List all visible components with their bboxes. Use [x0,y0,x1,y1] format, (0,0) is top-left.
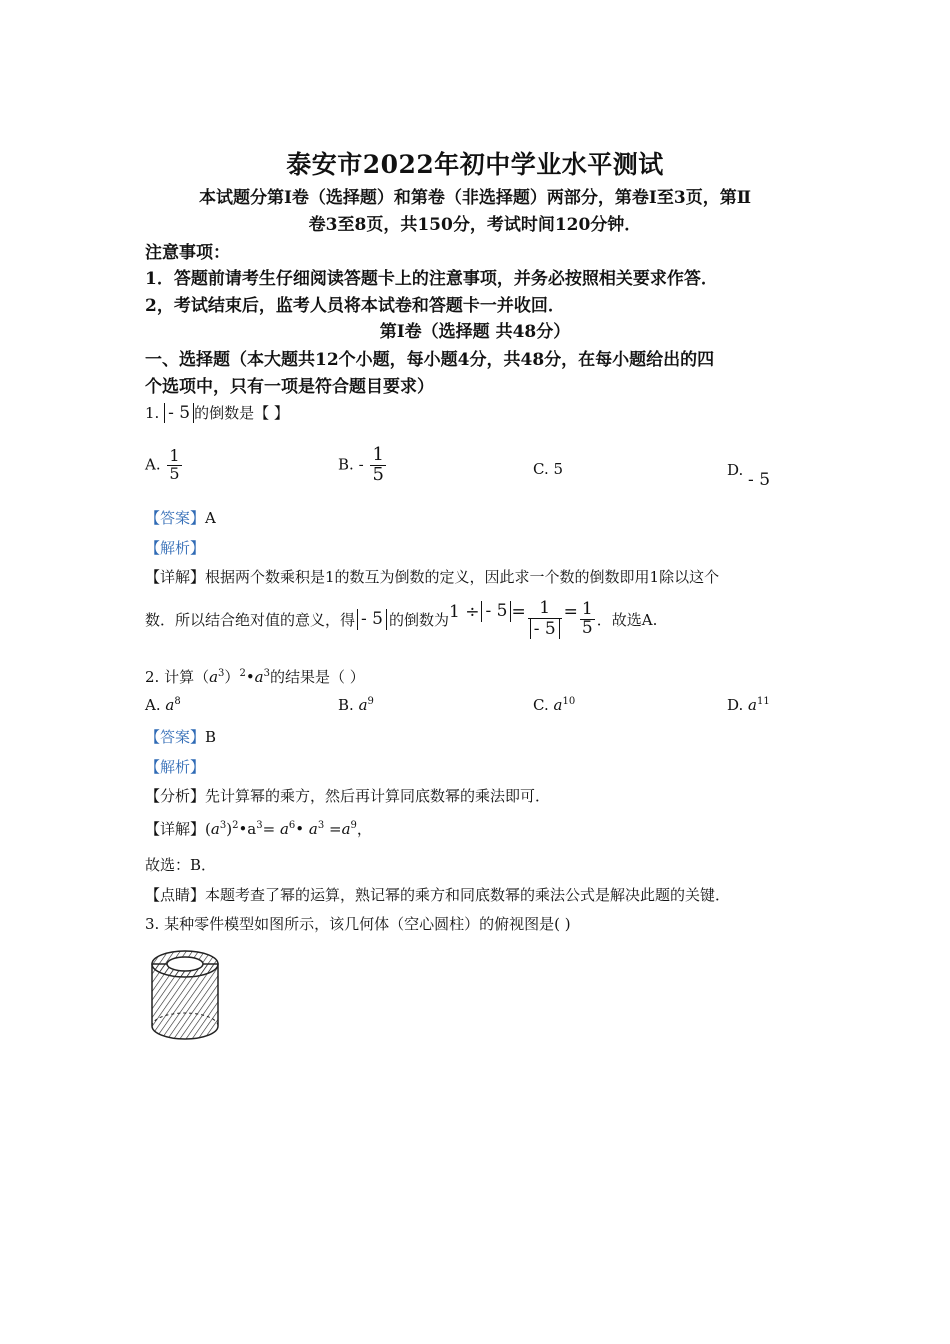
q1-analysis-tag: 【解析】 [145,539,206,557]
fraction-numerator: 1 [528,600,562,619]
q1-option-a-fraction [167,448,181,483]
fraction-numerator: 1 [581,599,593,620]
q2-detail-tag: 【详解】 [145,820,206,838]
q2-detail-eq: = [262,820,280,838]
q2-option-exp: 10 [562,696,576,707]
q2-option-label: B. [338,696,354,714]
q2-detail-comma: ， [356,820,372,838]
q2-detail-paren: ( [205,820,211,838]
q2-conclusion: 故选：B． [145,856,217,874]
q1-option-b-sign: - [358,455,364,474]
q2-exp: 9 [350,820,357,831]
answer-value: B [205,728,217,746]
fraction-denominator: 5 [581,618,593,639]
q2-dot: • [245,668,255,686]
fraction-denominator: 5 [372,463,384,485]
q2-stem-paren: ） [224,668,240,686]
q2-stem-suffix: 的结果是（ ） [270,668,365,686]
q2-exp: 3 [256,820,263,831]
q2-exp: 3 [219,820,227,831]
q2-option-exp: 11 [757,696,770,707]
q2-detail-dot: • [295,820,305,838]
q2-var: a [553,696,563,714]
intro-line-2: 卷3至8页，共150分，考试时间120分钟． [308,215,642,235]
q1-option-d-value: - 5 [748,470,771,490]
answer-tag: 【答案】 [145,509,206,527]
q1-number: 1. [145,404,160,422]
notice-item-1: 1．答题前请考生仔细阅读答题卡上的注意事项，并务必按照相关要求作答． [145,269,718,289]
q3-stem: 3. 某种零件模型如图所示，该几何体（空心圆柱）的俯视图是( ) [145,915,571,933]
q2-option-label: D. [727,696,744,714]
part1-instructions-line-2: 个选项中，只有一项是符合题目要求） [145,377,434,397]
q1-detail-line-1: 【详解】根据两个数乘积是1的数互为倒数的定义，因此求一个数的倒数即用1除以这个 [145,568,720,586]
q1-stem-text: 的倒数是【 】 [194,404,289,422]
fraction-denominator: 5 [169,463,180,483]
q2-stem [145,666,365,687]
q2-exp: 2 [232,820,239,831]
q2-exp: 3 [317,820,325,831]
q2-analysis: 【分析】先计算幂的乘方，然后再计算同底数幂的乘法即可． [145,787,551,805]
q1-detail-mid: 的倒数为 [388,611,449,630]
hollow-cylinder-figure [145,940,225,1050]
section-title: 第Ⅰ卷（选择题 共48分） [379,322,571,342]
q2-var: a [748,696,757,714]
q1-abs-value: - 5 [164,403,194,423]
q2-analysis-tag: 【解析】 [145,758,206,776]
q2-detail-dot-var: •a [238,820,257,838]
fraction-numerator: 1 [169,446,180,465]
q1-option-b [338,446,388,485]
q1-option-d-label: D. [727,461,744,479]
q2-var: a [341,820,351,838]
q1-detail-abs: - 5 [357,609,387,629]
q1-detail-line-2 [145,600,657,639]
q2-var: a [358,696,368,714]
q1-detail-end: ．故选A. [596,611,658,630]
q1-option-b-fraction [370,446,385,485]
q2-option-d [727,696,770,714]
q1-option-c: C. 5 [533,460,564,478]
part1-instructions-line-1: 一、选择题（本大题共12个小题，每小题4分，共48分，在每小题给出的四 [145,350,715,370]
q1-detail-fraction-2 [580,601,595,638]
q2-exp: 3 [218,668,225,679]
q2-option-label: A. [145,696,161,714]
notice-item-2: 2，考试结束后，监考人员将本试卷和答题卡一并收回． [145,296,565,316]
q2-option-label: C. [533,696,549,714]
q1-option-a [145,448,184,483]
q2-var: a [210,820,220,838]
q2-exp: 3 [263,668,270,679]
q1-detail-text: 数．所以结合绝对值的意义，得 [145,611,356,630]
q2-option-c [533,696,575,714]
q2-detail [145,818,372,839]
q1-detail-eq-2: = [563,601,578,622]
q2-var: a [308,820,318,838]
q1-detail-calc: 1 ÷ [449,601,480,622]
q1-answer [145,507,216,528]
q2-option-exp: 9 [367,696,374,707]
q1-stem [145,402,289,423]
q1-detail-calc-abs: - 5 [481,601,511,621]
q2-var: a [279,820,289,838]
fraction-denominator-abs: - 5 [530,619,560,639]
q2-exp: 2 [239,668,246,679]
q2-option-b [338,696,374,714]
q1-option-a-label: A. [145,455,161,474]
q2-var: a [165,696,175,714]
intro-line-1: 本试题分第Ⅰ卷（选择题）和第卷（非选择题）两部分，第卷Ⅰ至3页，第Ⅱ [198,188,752,208]
answer-tag: 【答案】 [145,728,206,746]
q2-answer [145,726,216,747]
answer-value: A [205,509,216,527]
q1-detail-eq: = [511,601,526,622]
page-title: 泰安市2022年初中学业水平测试 [286,150,664,179]
q2-stem-prefix: 2. 计算（ [145,668,210,686]
q2-option-exp: 8 [174,696,181,707]
q1-option-d [727,460,771,490]
notice-heading: 注意事项： [145,243,230,263]
q2-option-a [145,696,181,714]
q2-detail-paren: ) [226,820,233,838]
q1-option-b-label: B. [338,455,354,474]
q2-detail-eq: = [324,820,342,838]
fraction-numerator: 1 [372,444,384,465]
q2-exp: 6 [288,820,296,831]
q1-detail-fraction-1 [528,600,562,639]
q2-var: a [254,668,264,686]
q2-var: a [209,668,219,686]
q2-comment: 【点睛】本题考查了幂的运算，熟记幂的乘方和同底数幂的乘法公式是解决此题的关键． [145,886,731,904]
fraction-denominator [528,619,562,639]
